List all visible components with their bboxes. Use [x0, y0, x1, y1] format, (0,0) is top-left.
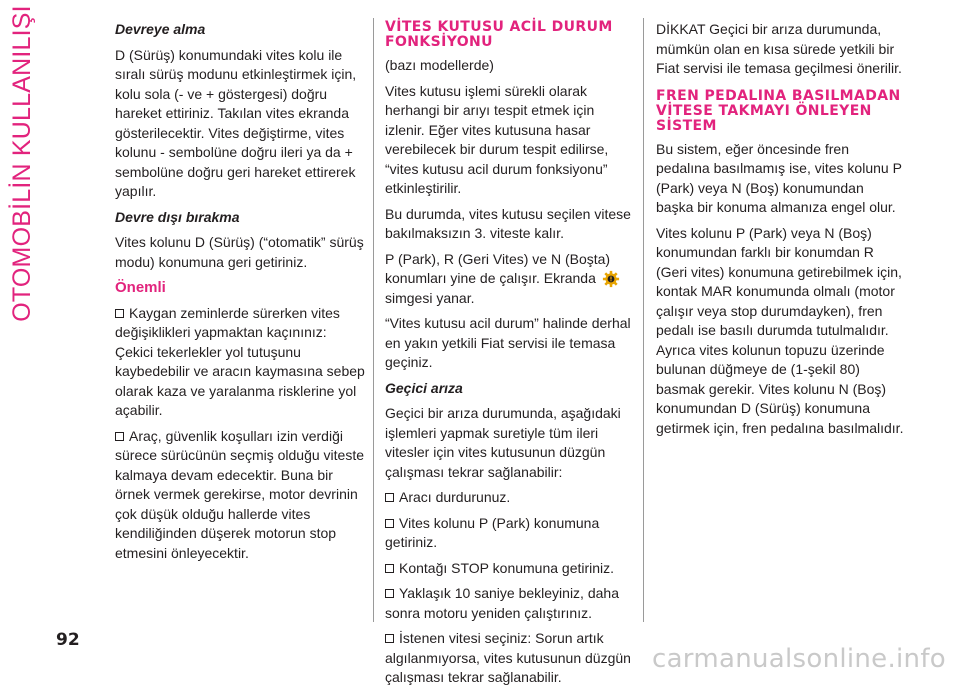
gearbox-warning-icon — [602, 270, 620, 288]
page-number: 92 — [56, 630, 80, 650]
checkbox-bullet-icon — [385, 564, 394, 573]
subheading-temporary-fault: Geçici arıza — [385, 379, 463, 396]
section-title-text: OTOMOBİLİN KULLANILIŞI — [7, 4, 36, 322]
bullet-text: Kaygan zeminlerde sürerken vites değişiklikleri yapmaktan kaçınınız: Çekici tekerlekler yol tutuşunu kaybedebilir ve aracın kaymasına sebep olarak kaza ve yaralanma risklerine yol açabilir. — [115, 304, 365, 418]
paragraph: Bu sistem, eğer öncesinde fren pedalına basılmamış ise, vites kolunu P (Park) veya N (Boş) konumundan başka bir konuma almanıza engel olur. — [656, 140, 902, 215]
column-2 — [385, 20, 635, 694]
bullet-text: Yaklaşık 10 saniye bekleyiniz, daha sonra motoru yeniden çalıştırınız. — [385, 585, 619, 621]
checkbox-bullet-icon — [385, 493, 394, 502]
subheading-activation: Devreye alma — [115, 21, 206, 37]
bullet-item — [385, 559, 635, 579]
paragraph-text: P (Park), R (Geri Vites) ve N (Boşta) konumları yine de çalışır. Ekranda — [385, 250, 611, 286]
paragraph: Bu durumda, vites kutusu seçilen vitese bakılmaksızın 3. viteste kalır. — [385, 205, 631, 241]
column-1 — [115, 20, 365, 569]
bullet-text: Vites kolunu P (Park) konumuna getiriniz. — [385, 514, 600, 550]
paragraph — [385, 250, 635, 309]
checkbox-bullet-icon — [115, 309, 124, 318]
paragraph: “Vites kutusu acil durum” halinde derhal en yakın yetkili Fiat servisi ile temasa geçiniz. — [385, 315, 631, 370]
subheading-deactivation: Devre dışı bırakma — [115, 208, 240, 225]
watermark: carmanualsonline.info — [651, 644, 946, 674]
bullet-item — [385, 488, 635, 508]
bullet-text: Araç, güvenlik koşulları izin verdiği sürece sürücünün seçmiş olduğu viteste kalmaya devam edecektir. Buna bir örnek vermek gerekirse, motor devrinin çok düşük olduğu hallerde vites kendiliğinden düşerek motorun stop etmesini önleyecektir. — [115, 427, 365, 561]
paragraph: (bazı modellerde) — [385, 57, 494, 73]
bullet-text: Aracı durdurunuz. — [399, 489, 511, 505]
checkbox-bullet-icon — [385, 634, 394, 643]
bullet-item — [115, 304, 365, 421]
bullet-item — [385, 629, 635, 688]
paragraph: Vites kutusu işlemi sürekli olarak herhangi bir arıyı tespit etmek için izlenir. Eğer vites kutusuna hasar verebilecek bir durum tespit edilirse, “vites kutusu acil durum fonksiyonu” etkinleştirilir. — [385, 82, 609, 196]
bullet-item — [115, 427, 365, 564]
bullet-item — [385, 584, 635, 623]
column-divider-2 — [643, 18, 644, 622]
bullet-text: Kontağı STOP konumuna getiriniz. — [399, 559, 615, 576]
bullet-item — [385, 514, 635, 553]
paragraph: Geçici bir arıza durumunda, aşağıdaki işlemleri yapmak suretiyle tüm ileri vitesler için vites kutusunun düzgün çalışması tekrar sağlanabilir: — [385, 405, 621, 480]
paragraph: D (Sürüş) konumundaki vites kolu ile sıralı sürüş modunu etkinleştirmek için, kolu sola (- ve + göstergesi) doğru hareket ettiriniz. Takılan vites ekranda gösterilecektir. Vites değiştirme, vites kolunu - sembolüne doğru ileri ya da + sembolüne doğru geri hareket ettirerek yapılır. — [115, 46, 357, 199]
paragraph: Vites kolunu P (Park) veya N (Boş) konumundan farklı bir konumdan R (Geri vites) konumuna getirebilmek için, kontak MAR konumunda olmalı (motor çalışır veya stop durumdayken), fren pedalı ise basılı durumda tutulmalıdır. Ayrıca vites kolunun topuzu üzerinde bulunan düğmeye de (1-şekil 80) basmak gerekir. Vites kolunu N (Boş) konumundan D (Sürüş) konumuna getirmek için, fren pedalına basılmalıdır. — [656, 224, 904, 436]
column-divider-1 — [373, 18, 374, 622]
paragraph: DİKKAT Geçici bir arıza durumunda, mümkün olan en kısa sürede yetkili bir Fiat servisi ile temasa geçilmesi önerilir. — [656, 21, 902, 76]
heading-brake-shift-interlock: FREN PEDALINA BASILMADAN VİTESE TAKMAYI ÖNLEYEN SİSTEM — [656, 87, 901, 134]
paragraph: Vites kolunu D (Sürüş) (“otomatik” sürüş modu) konumuna geri getiriniz. — [115, 234, 364, 270]
checkbox-bullet-icon — [385, 589, 394, 598]
section-title — [2, 4, 42, 322]
checkbox-bullet-icon — [115, 432, 124, 441]
checkbox-bullet-icon — [385, 519, 394, 528]
bullet-text: İstenen vitesi seçiniz: Sorun artık algılanmıyorsa, vites kutusunun düzgün çalışması tekrar sağlanabilir. — [385, 630, 631, 685]
column-3 — [656, 20, 904, 444]
heading-gearbox-emergency: VİTES KUTUSU ACİL DURUM FONKSİYONU — [385, 19, 613, 50]
paragraph-text: simgesi yanar. — [385, 289, 475, 306]
important-heading: Önemli — [115, 279, 166, 296]
